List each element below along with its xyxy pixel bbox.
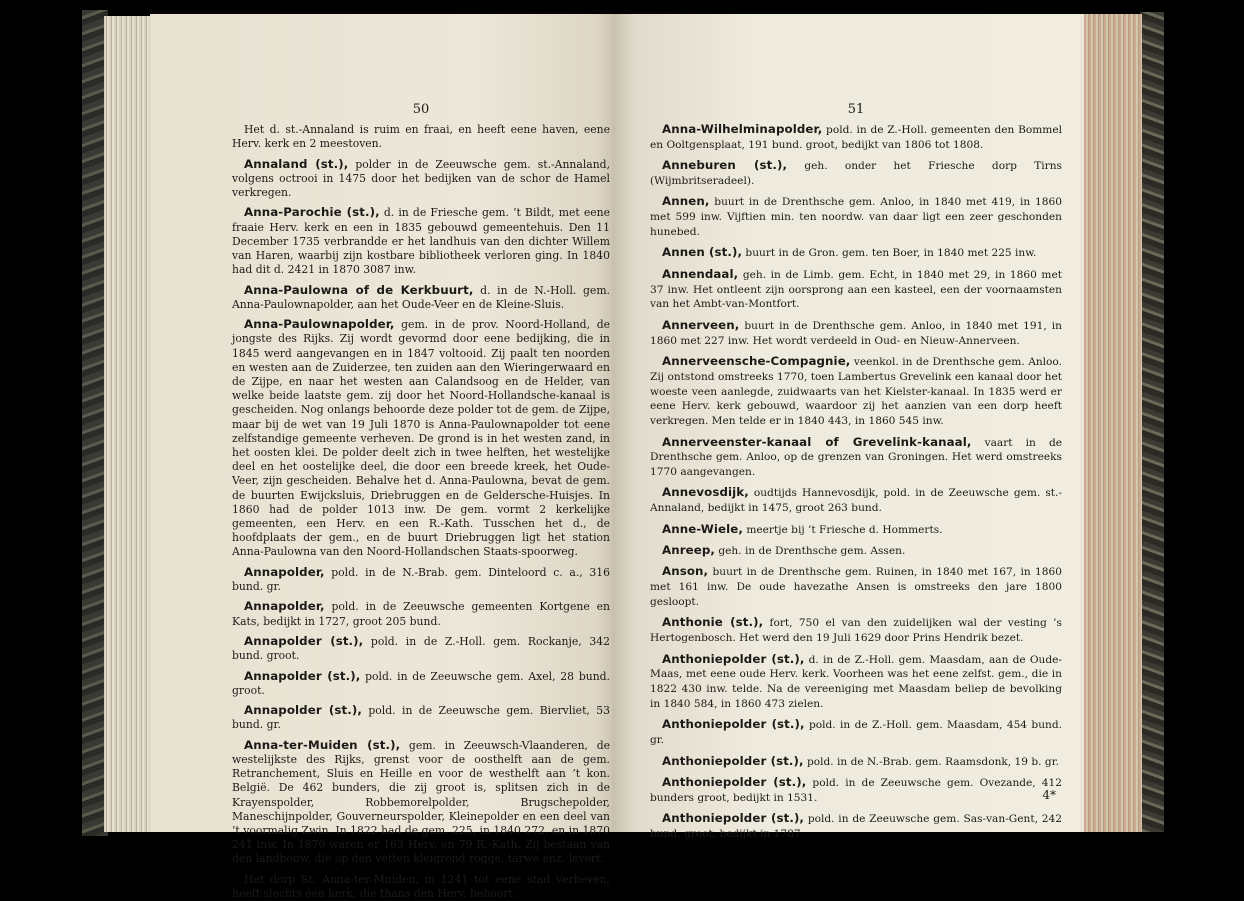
entry: Anna-Parochie (st.), d. in de Friesche gem. ’t Bildt, met eene fraaie Herv. kerk en een in 1835 gebouwd gemeentehuis. Den 11 December 1735 verbrandde er het landhuis van den dichter Willem van Haren, waarbij zijn kostbare bibliotheek verloren ging. In 1840 had dit d. 2421 in 1870 3087 inw. bbox=[232, 205, 610, 277]
entry: Annen (st.), buurt in de Gron. gem. ten Boer, in 1840 met 225 inw. bbox=[662, 245, 1037, 260]
page-edges-left bbox=[104, 16, 156, 832]
entry: Annerveensche-Compagnie, veenkol. in de Drenthsche gem. Anloo. Zij ontstond omstreeks 1770, toen Lambertus Grevelink een kanaal door het woeste veen aanlegde, zuidwaarts van het Kielster-kanaal. In 1835 werd er eene Herv. kerk gebouwd, waardoor zij het aanzien van een dorp heeft verkregen. Men telde er in 1840 443, in 1860 545 inw. bbox=[650, 353, 1062, 428]
entry: Anthoniepolder (st.), pold. in de Zeeuwsche gem. Sas-van-Gent, 242 bund. groot, bedijkt in 1787. bbox=[650, 811, 1062, 840]
entry: Annerveen, buurt in de Drenthsche gem. Anloo, in 1840 met 191, in 1860 met 227 inw. Het wordt verdeeld in Oud- en Nieuw-Annerveen. bbox=[650, 317, 1062, 347]
entry: Het dorp St. Anna-ter-Muiden, in 1241 tot eene stad verheven, heeft slechts één kerk, die thans den Herv. behoort. bbox=[232, 872, 610, 901]
entry: Anthoniepolder (st.), d. in de Z.-Holl. gem. Maasdam, aan de Oude-Maas, met eene oude Herv. kerk. Voorheen was het eene zelfst. gem., die in 1822 430 inw. telde. Na de vereeniging met Maasdam beliep de bevolking in 1840 584, in 1860 473 zielen. bbox=[650, 651, 1062, 711]
entry: Anthoniepolder (st.), pold. in de Zeeuwsche gem. Ovezande, 412 bunders groot, bedijkt in 1531. bbox=[650, 774, 1062, 804]
entry: Anneburen (st.), geh. onder het Friesche dorp Tirns (Wijmbritseradeel). bbox=[650, 158, 1062, 187]
left-column bbox=[232, 122, 610, 901]
entry: Annendaal, geh. in de Limb. gem. Echt, in 1840 met 29, in 1860 met 37 inw. Het ontleent zijn oorsprong aan een kasteel, een der voornaamsten van het Ambt-van-Montfort. bbox=[650, 266, 1062, 311]
left-page bbox=[150, 14, 616, 901]
page-number-right: 51 bbox=[847, 102, 865, 117]
entry: Annerveenster-kanaal of Grevelink-kanaal, vaart in de Drenthsche gem. Anloo, op de grenzen van Groningen. Het werd omstreeks 1770 aangevangen. bbox=[650, 434, 1062, 479]
entry: Anna-Wilhelminapolder, pold. in de Z.-Holl. gemeenten den Bommel en Ooltgensplaat, 191 bund. groot, bedijkt van 1806 tot 1808. bbox=[650, 122, 1062, 151]
page-edges-right bbox=[1076, 14, 1142, 832]
entry: Annapolder (st.), pold. in de Z.-Holl. gem. Rockanje, 342 bund. groot. bbox=[232, 634, 610, 663]
entry: Annen, buurt in de Drenthsche gem. Anloo, in 1840 met 419, in 1860 met 599 inw. Vijftien min. ten noordw. van daar ligt een zeer geschonden hunebed. bbox=[650, 194, 1062, 238]
entry: Anthoniepolder (st.), pold. in de Z.-Holl. gem. Maasdam, 454 bund. gr. bbox=[650, 717, 1062, 747]
page-number-left: 50 bbox=[412, 102, 430, 117]
entry: Anna-Paulowna of de Kerkbuurt, d. in de N.-Holl. gem. Anna-Paulownapolder, aan het Oude-Veer en de Kleine-Sluis. bbox=[232, 282, 610, 311]
entry: Annevosdijk, oudtijds Hannevosdijk, pold. in de Zeeuwsche gem. st.-Annaland, bedijkt in 1475, groot 263 bund. bbox=[650, 485, 1062, 515]
entry: Anne-Wiele, meertje bij ’t Friesche d. Hommerts. bbox=[662, 521, 943, 536]
entry: Anreep, geh. in de Drenthsche gem. Assen. bbox=[662, 543, 906, 558]
entry: Anthoniepolder (st.), pold. in de N.-Brab. gem. Raamsdonk, 19 b. gr. bbox=[662, 753, 1059, 768]
entry: Annapolder, pold. in de Zeeuwsche gemeenten Kortgene en Kats, bedijkt in 1727, groot 205 bund. bbox=[232, 599, 610, 628]
entry: Annapolder (st.), pold. in de Zeeuwsche gem. Biervliet, 53 bund. gr. bbox=[232, 703, 610, 732]
entry: Het d. st.-Annaland is ruim en fraai, en heeft eene haven, eene Herv. kerk en 2 meestoven. bbox=[232, 123, 610, 151]
entry: Annapolder, pold. in de N.-Brab. gem. Dinteloord c. a., 316 bund. gr. bbox=[232, 564, 610, 594]
right-page bbox=[612, 14, 1080, 840]
entry: Anna-ter-Muiden (st.), gem. in Zeeuwsch-Vlaanderen, de westelijkste des Rijks, grenst voor de oosthelft aan de gem. Retranchement, Sluis en Heille en voor de westhelft aan ’t kon. België. De 462 bunders, die zij groot is, splitsen zich in de Krayenspolder, Robbemorelpolder, Brugschepolder, Maneschijnpolder, Gouverneurspolder, Kleinepolder en een deel van ’t voormalig Zwin. In 1822 had de gem. 225, in 1840 272, en in 1870 241 inw. In 1870 waren er 163 Herv. en 79 R.-Kath. Zij bestaan van den landbouw, die op den vetten kleigrond rogge, tarwe enz. levert. bbox=[232, 737, 610, 866]
right-column bbox=[650, 122, 1062, 842]
signature-mark: 4* bbox=[1042, 788, 1056, 802]
entry: Annapolder (st.), pold. in de Zeeuwsche gem. Axel, 28 bund. groot. bbox=[232, 668, 610, 697]
entry: Annaland (st.), polder in de Zeeuwsche gem. st.-Annaland, volgens octrooi in 1475 door het bedijken van de schor de Hamel verkregen. bbox=[232, 156, 611, 199]
entry: Anna-Paulownapolder, gem. in de prov. Noord-Holland, de jongste des Rijks. Zij wordt gevormd door eene bedijking, die in 1845 werd aangevangen en in 1847 voltooid. Zij paalt ten noorden en westen aan de Zuiderzee, ten zuiden aan den Wieringerwaard en de Zijpe, en naar het westen aan Calandsoog en de Helder, van welke beide laatste gem. zij door het Noord-Hollandsche-kanaal is gescheiden. Nog onlangs behoorde deze polder tot de gem. de Zijpe, maar bij de wet van 19 Juli 1870 is Anna-Paulownapolder tot eene zelfstandige gemeente verheven. De grond is in het westen zand, in het oosten klei. De polder deelt zich in twee helften, het westelijke deel en het oostelijke deel, die door een breede kreek, het Oude-Veer, zijn gescheiden. Behalve het d. Anna-Paulowna, bevat de gem. de buurten Ewijcksluis, Driebruggen en de Geldersche-Huisjes. In 1860 had de polder 1013 inw. De gem. vormt 2 kerkelijke gemeenten, een Herv. en een R.-Kath. Tusschen het d., de hoofdplaats der gem., en de buurt Driebruggen ligt het station Anna-Paulowna van den Noord-Hollandschen Staats-spoorweg. bbox=[232, 317, 610, 559]
entry: Anson, buurt in de Drenthsche gem. Ruinen, in 1840 met 167, in 1860 met 161 inw. De oude havezathe Ansen is omstreeks den jare 1800 gesloopt. bbox=[650, 564, 1062, 609]
entry: Anthonie (st.), fort, 750 el van den zuidelijken wal der vesting ’s Hertogenbosch. Het werd den 19 Juli 1629 door Prins Hendrik bezet. bbox=[650, 615, 1062, 645]
book-cover-right bbox=[1140, 12, 1164, 832]
